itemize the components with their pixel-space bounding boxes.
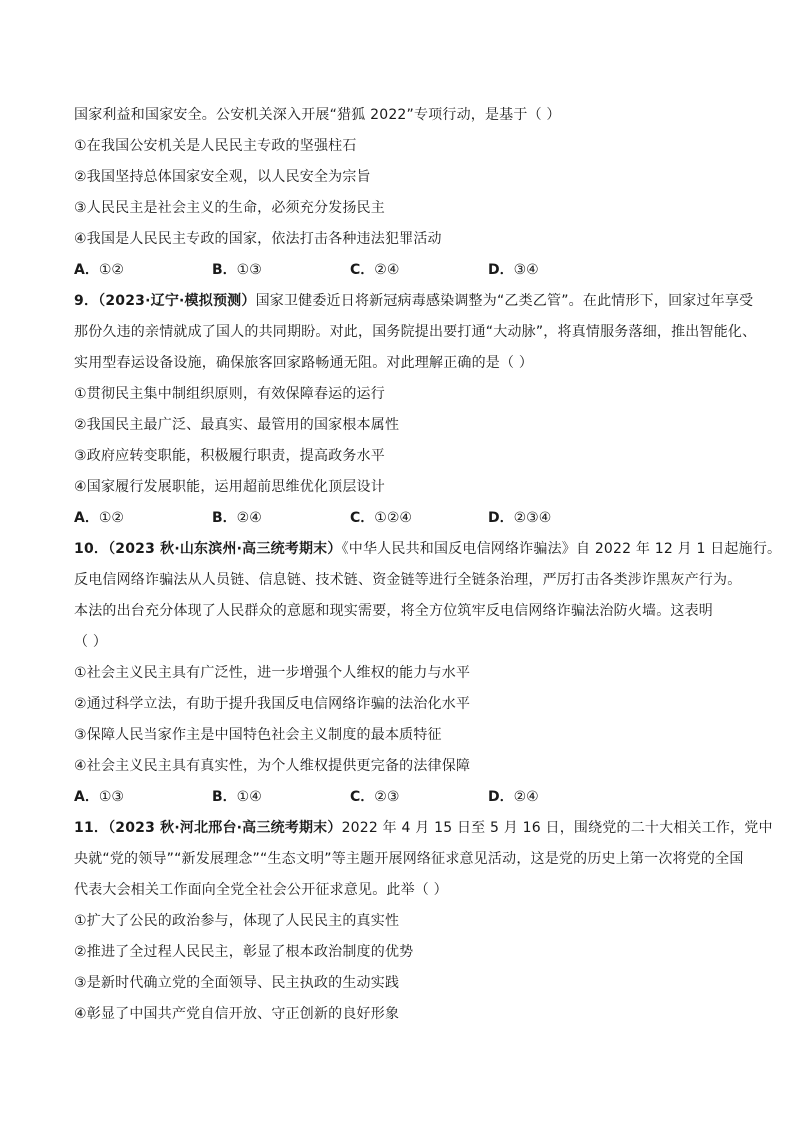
question-source: （2023 秋·山东滨州·高三统考期末） xyxy=(108,541,342,557)
question-9 xyxy=(74,286,757,534)
question-stem-line: 反电信网络诈骗法从人员链、信息链、技术链、资金链等进行全链条治理，严厉打击各类涉诈黑灰产行为。 xyxy=(74,572,742,588)
question-10 xyxy=(74,534,782,813)
question-stem-line: 实用型春运设备设施，确保旅客回家路畅通无阻。对此理解正确的是（ ） xyxy=(74,355,534,371)
option-c[interactable]: C．②④ xyxy=(350,262,400,278)
answer-options xyxy=(74,255,734,286)
question-stem-line: 央就“党的领导”“新发展理念”“生态文明”等主题开展网络征求意见活动，这是党的历史上第一次将党的全国 xyxy=(74,851,744,867)
question-stem-line: 10．（2023 秋·山东滨州·高三统考期末）《中华人民共和国反电信网络诈骗法》自 2022 年 12 月 1 日起施行。 xyxy=(74,541,782,557)
option-b[interactable]: B．①④ xyxy=(212,789,262,805)
statement-4: ④彰显了中国共产党自信开放、守正创新的良好形象 xyxy=(74,1006,400,1022)
answer-options xyxy=(74,503,734,534)
question-stem-line: 本法的出台充分体现了人民群众的意愿和现实需要，将全方位筑牢反电信网络诈骗法治防火墙。这表明 xyxy=(74,603,713,619)
option-a[interactable]: A．①③ xyxy=(74,789,124,805)
question-source: （2023·辽宁·模拟预测） xyxy=(98,293,256,309)
statement-3: ③政府应转变职能，积极履行职责，提高政务水平 xyxy=(74,448,385,464)
question-source: （2023 秋·河北邢台·高三统考期末） xyxy=(108,820,342,836)
statement-4: ④国家履行发展职能，运用超前思维优化顶层设计 xyxy=(74,479,385,495)
statement-2: ②我国民主最广泛、最真实、最管用的国家根本属性 xyxy=(74,417,400,433)
option-b[interactable]: B．②④ xyxy=(212,510,262,526)
question-stem-line: 代表大会相关工作面向全党全社会公开征求意见。此举（ ） xyxy=(74,882,448,898)
question-stem-line: 那份久违的亲情就成了国人的共同期盼。对此，国务院提出要打通“大动脉”，将真情服务落细，推出智能化、 xyxy=(74,324,757,340)
statement-1: ①社会主义民主具有广泛性，进一步增强个人维权的能力与水平 xyxy=(74,665,471,681)
statement-1: ①扩大了公民的政治参与，体现了人民民主的真实性 xyxy=(74,913,400,929)
option-c[interactable]: C．①②④ xyxy=(350,510,412,526)
statement-3: ③人民民主是社会主义的生命，必须充分发扬民主 xyxy=(74,200,385,216)
option-d[interactable]: D．②④ xyxy=(488,789,539,805)
statement-2: ②推进了全过程人民民主，彰显了根本政治制度的优势 xyxy=(74,944,414,960)
option-d[interactable]: D．③④ xyxy=(488,262,539,278)
statement-4: ④我国是人民民主专政的国家，依法打击各种违法犯罪活动 xyxy=(74,231,442,247)
statement-2: ②通过科学立法，有助于提升我国反电信网络诈骗的法治化水平 xyxy=(74,696,471,712)
question-stem-line: 9．（2023·辽宁·模拟预测）国家卫健委近日将新冠病毒感染调整为“乙类乙管”。在此情形下，回家过年享受 xyxy=(74,293,754,309)
statement-3: ③是新时代确立党的全面领导、民主执政的生动实践 xyxy=(74,975,400,991)
statement-1: ①贯彻民主集中制组织原则，有效保障春运的运行 xyxy=(74,386,385,402)
question-list xyxy=(74,100,782,1030)
statement-4: ④社会主义民主具有真实性，为个人维权提供更完备的法律保障 xyxy=(74,758,471,774)
question-stem-line: （ ） xyxy=(74,634,108,650)
option-d[interactable]: D．②③④ xyxy=(488,510,552,526)
option-a[interactable]: A．①② xyxy=(74,510,124,526)
statement-3: ③保障人民当家作主是中国特色社会主义制度的最本质特征 xyxy=(74,727,442,743)
option-c[interactable]: C．②③ xyxy=(350,789,400,805)
answer-options xyxy=(74,782,734,813)
question-number: 10． xyxy=(74,541,109,557)
option-b[interactable]: B．①③ xyxy=(212,262,262,278)
question-stem-line: 11．（2023 秋·河北邢台·高三统考期末）2022 年 4 月 15 日至 5 月 16 日，围绕党的二十大相关工作，党中 xyxy=(74,820,773,836)
question-number: 9． xyxy=(74,293,99,309)
question-11 xyxy=(74,813,773,1030)
statement-2: ②我国坚持总体国家安全观，以人民安全为宗旨 xyxy=(74,169,371,185)
question-number: 11． xyxy=(74,820,109,836)
option-a[interactable]: A．①② xyxy=(74,262,124,278)
question-8 xyxy=(74,100,734,286)
question-stem-line: 国家利益和国家安全。公安机关深入开展“猎狐 2022”专项行动，是基于（ ） xyxy=(74,107,561,123)
statement-1: ①在我国公安机关是人民民主专政的坚强柱石 xyxy=(74,138,357,154)
